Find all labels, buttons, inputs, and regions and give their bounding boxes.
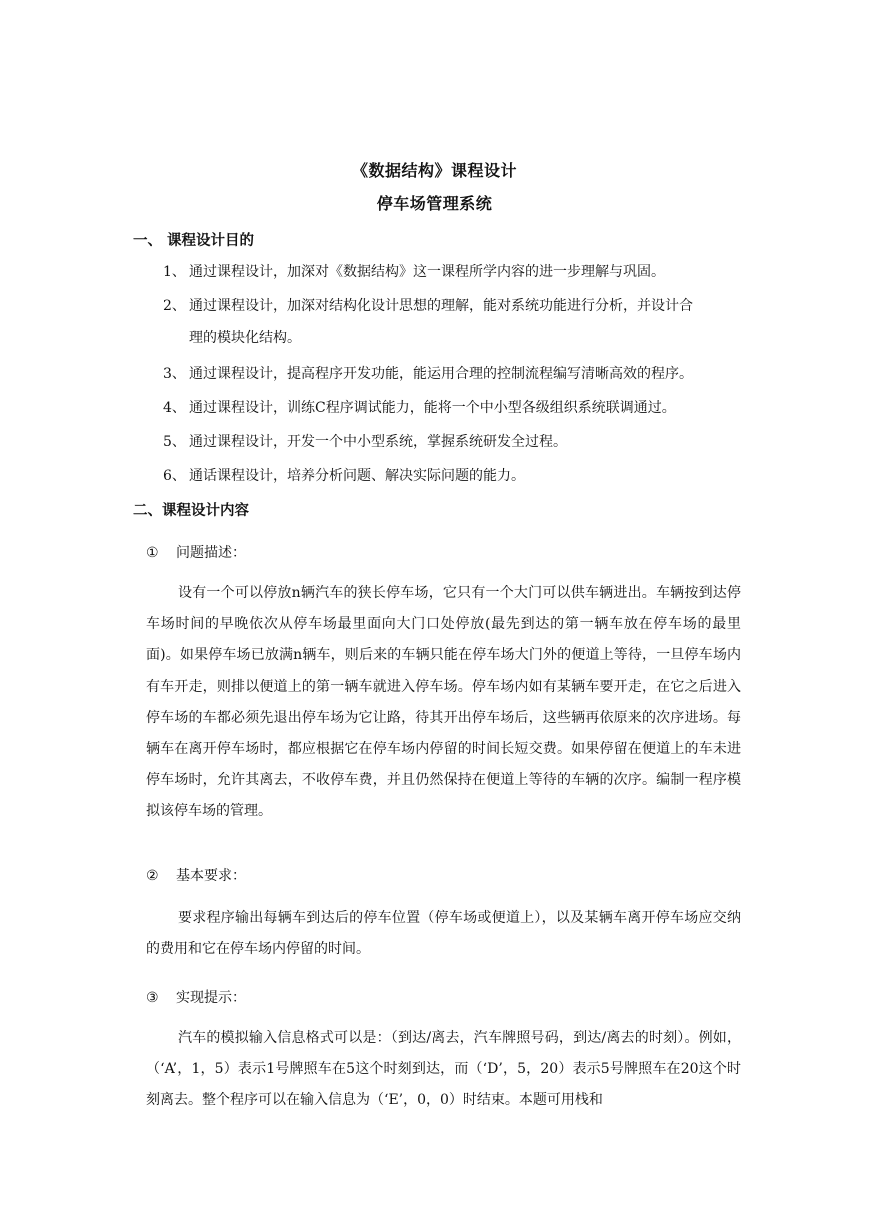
hints-label: 实现提示： [176, 990, 246, 1006]
document-title: 《数据结构》课程设计 [351, 161, 517, 180]
document-subtitle: 停车场管理系统 [376, 194, 493, 213]
list-item [163, 363, 693, 383]
list-item-number: 6、 [163, 468, 186, 484]
requirements-text: 要求程序输出每辆车到达后的停车位置（停车场或便道上），以及某辆车离开停车场应交纳的费用和它在停车场内停留的时间。 [146, 910, 741, 958]
problem-description: 设有一个可以停放n辆汽车的狭长停车场，它只有一个大门可以供车辆进出。车辆按到达停车场时间的早晚依次从停车场最里面向大门口处停放(最先到达的第一辆车放在停车场的最里面)。如果停车场已放满n辆车，则后来的车辆只能在停车场大门外的便道上等待，一旦停车场内有车开走，则排以便道上的第一辆车就进入停车场。停车场内如有某辆车要开走，在它之后进入停车场的车都必须先退出停车场为它让路，待其开出停车场后，这些辆再依原来的次序进场。每辆车在离开停车场时，都应根据它在停车场内停留的时间长短交费。如果停留在便道上的车未进停车场时，允许其离去，不收停车费，并且仍然保持在便道上等待的车辆的次序。编制一程序模拟该停车场的管理。 [146, 585, 741, 820]
list-item [163, 397, 676, 417]
problem-label: 问题描述： [176, 545, 246, 561]
section-1-title: 课程设计目的 [167, 233, 254, 249]
hints-text: 汽车的模拟输入信息格式可以是：（到达/离去，汽车牌照号码，到达/离去的时刻）。例如，（‘A’，1，5）表示1号牌照车在5这个时刻到达，而（‘D’，5，20）表示5号牌照车在20这个时刻离去。整个程序可以在输入信息为（‘E’，0，0）时结束。本题可用栈和 [146, 1030, 741, 1109]
list-item-number: 5、 [163, 434, 186, 450]
circled-number-3: ③ [146, 990, 159, 1006]
list-item-number: 2、 [163, 298, 186, 314]
section-1-number: 一、 [133, 233, 162, 249]
list-item-text: 通过课程设计，加深对结构化设计思想的理解，能对系统功能进行分析，并设计合 [189, 298, 693, 314]
requirements-subheading [146, 865, 246, 885]
requirements-label: 基本要求： [176, 868, 246, 884]
list-item [163, 261, 665, 281]
list-item-text: 通过课程设计，提高程序开发功能，能运用合理的控制流程编写清晰高效的程序。 [189, 366, 693, 382]
section-1-heading [133, 229, 254, 250]
section-2-heading: 二、课程设计内容 [133, 503, 249, 519]
problem-subheading [146, 542, 246, 562]
list-item-number: 1、 [163, 264, 186, 280]
list-item-text: 通过课程设计，训练C程序调试能力，能将一个中小型各级组织系统联调通过。 [189, 400, 676, 416]
list-item-continuation: 理的模块化结构。 [189, 330, 301, 346]
list-item-text: 通过课程设计，加深对《数据结构》这一课程所学内容的进一步理解与巩固。 [189, 264, 665, 280]
list-item [163, 431, 567, 451]
list-item-text: 通话课程设计，培养分析问题、解决实际问题的能力。 [189, 468, 525, 484]
list-item [163, 465, 525, 485]
circled-number-2: ② [146, 868, 159, 884]
list-item-text: 通过课程设计，开发一个中小型系统，掌握系统研发全过程。 [189, 434, 567, 450]
hints-subheading [146, 987, 246, 1007]
circled-number-1: ① [146, 545, 159, 561]
list-item-number: 4、 [163, 400, 186, 416]
list-item-number: 3、 [163, 366, 186, 382]
list-item [163, 295, 693, 315]
